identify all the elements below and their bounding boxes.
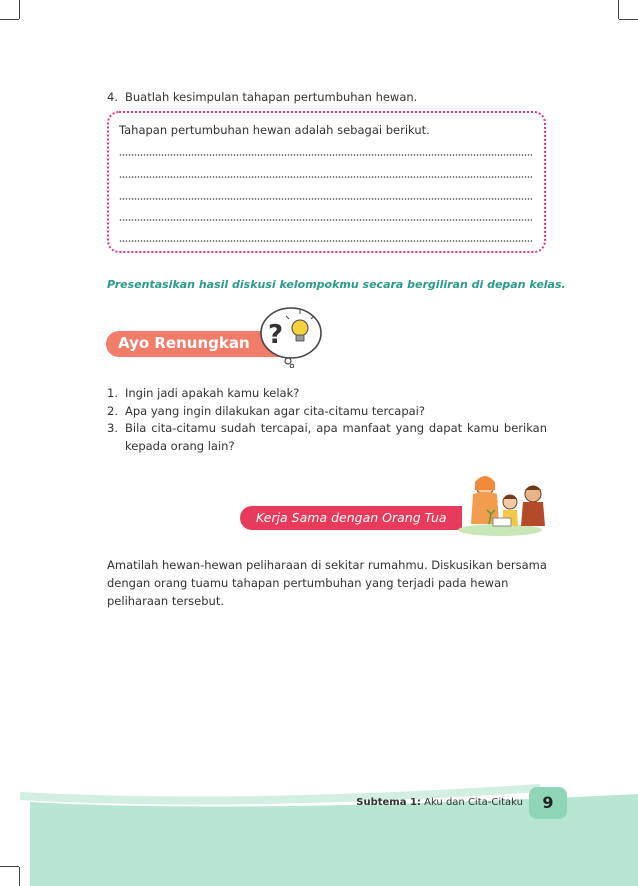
answer-intro: Tahapan pertumbuhan hewan adalah sebagai berikut. (119, 123, 430, 137)
ayo-renungkan-title: Ayo Renungkan (106, 331, 286, 357)
question-4 (107, 90, 417, 104)
family-illustration (455, 468, 550, 536)
home-task-paragraph: Amatilah hewan-hewan peliharaan di sekitar rumahmu. Diskusikan bersama dengan orang tuamu tahapan pertumbuhan yang terjadi pada hewan peliharaan tersebut. (107, 558, 547, 608)
question-mark: ? (268, 320, 284, 350)
thought-bubble-icon (258, 306, 324, 368)
page-number: 9 (529, 787, 567, 819)
list-item: 2. Apa yang ingin dilakukan agar cita-citamu tercapai? (107, 403, 425, 418)
crop-mark (19, 0, 20, 19)
kerja-sama-title: Kerja Sama dengan Orang Tua (240, 506, 462, 530)
answer-line[interactable] (119, 176, 532, 178)
list-item: 1. Ingin jadi apakah kamu kelak? (107, 386, 300, 400)
subtema-number: Subtema 1: (356, 797, 421, 808)
reflection-list (107, 385, 547, 455)
presentation-note: Presentasikan hasil diskusi kelompokmu secara bergiliran di depan kelas. (107, 278, 566, 291)
answer-line[interactable] (119, 198, 532, 200)
question-text: Buatlah kesimpulan tahapan pertumbuhan hewan. (125, 90, 418, 104)
crop-mark (0, 19, 19, 20)
subtema-title: Aku dan Cita-Citaku (424, 797, 523, 808)
question-number: 4. (107, 90, 118, 104)
crop-mark (619, 19, 638, 20)
answer-line[interactable] (119, 219, 532, 221)
list-item: 3. Bila cita-citamu sudah tercapai, apa manfaat yang dapat kamu berikan kepada orang lain? (107, 421, 547, 453)
answer-line[interactable] (119, 240, 532, 242)
subtema-label (356, 797, 523, 808)
crop-mark (618, 0, 619, 19)
answer-line[interactable] (119, 154, 532, 156)
answer-box[interactable] (107, 111, 546, 253)
